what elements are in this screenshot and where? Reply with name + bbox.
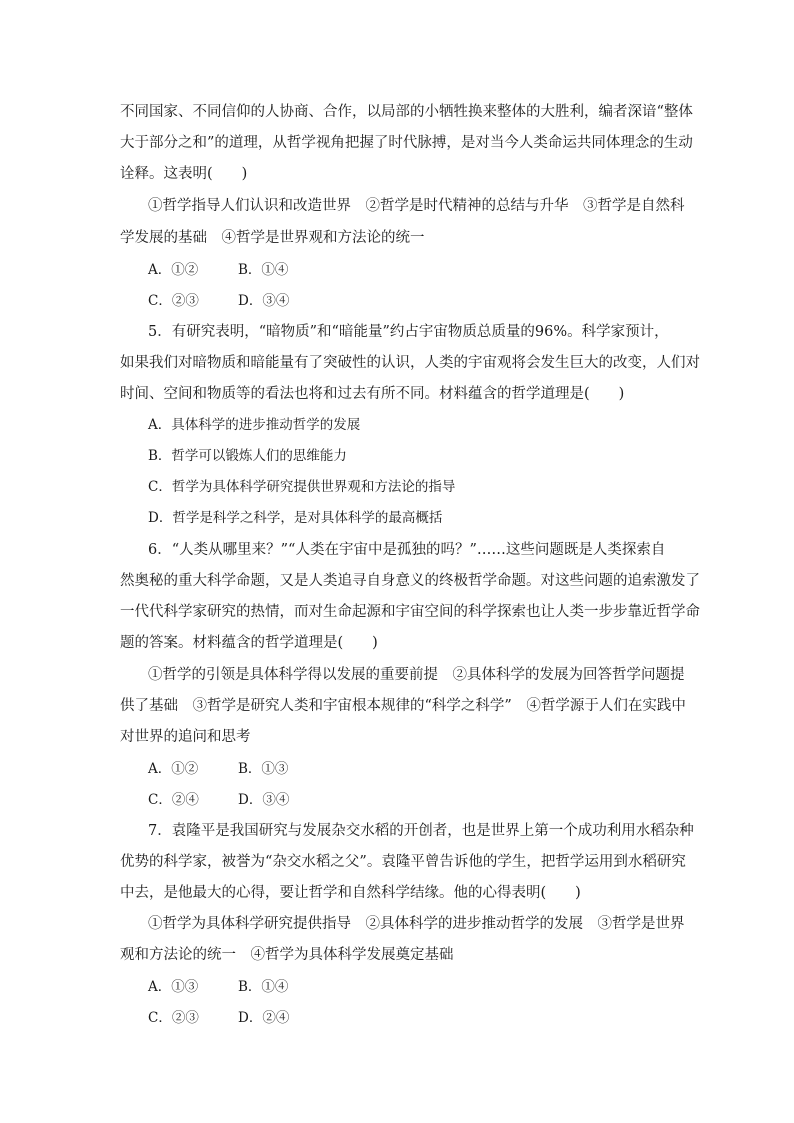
q6-item-line: 对世界的追问和思考 <box>120 729 251 745</box>
q6-option-row <box>148 790 289 810</box>
q6-option-b: B．①③ <box>238 761 289 777</box>
q6-stem-line: 6．“人类从哪里来？”“人类在宇宙中是孤独的吗？”……这些问题既是人类探索自 <box>148 542 666 558</box>
q5-option-d: D．哲学是科学之科学，是对具体科学的最高概括 <box>148 510 443 526</box>
q5-stem-line: 5．有研究表明，“暗物质”和“暗能量”约占宇宙物质总质量的96%。科学家预计， <box>148 324 669 340</box>
q6-stem-line: 然奥秘的重大科学命题，又是人类追寻自身意义的终极哲学命题。对这些问题的追索激发了 <box>120 573 700 589</box>
q4-item-line: ①哲学指导人们认识和改造世界 ②哲学是时代精神的总结与升华 ③哲学是自然科 <box>148 198 685 214</box>
q7-option-row <box>148 1008 289 1028</box>
q5-option-c: C．哲学为具体科学研究提供世界观和方法论的指导 <box>148 479 456 495</box>
q4-stem-line: 大于部分之和”的道理，从哲学视角把握了时代脉搏，是对当今人类命运共同体理念的生动 <box>120 135 693 151</box>
q4-option-row <box>148 260 288 280</box>
q6-option-d: D．③④ <box>238 792 290 808</box>
q7-option-row <box>148 977 288 997</box>
q7-option-a: A．①③ <box>148 979 199 995</box>
q6-option-c: C．②④ <box>148 792 199 808</box>
q7-stem-line: 优势的科学家，被誉为“杂交水稻之父”。袁隆平曾告诉他的学生，把哲学运用到水稻研究 <box>120 854 686 870</box>
q7-option-d: D．②④ <box>238 1010 290 1026</box>
q7-stem-line: 7．袁隆平是我国研究与发展杂交水稻的开创者，也是世界上第一个成功利用水稻杂种 <box>148 823 694 839</box>
q4-option-a: A．①② <box>148 262 199 278</box>
q6-item-line: 供了基础 ③哲学是研究人类和宇宙根本规律的“科学之科学” ④哲学源于人们在实践中 <box>120 698 686 714</box>
q6-option-a: A．①② <box>148 761 199 777</box>
q6-stem-line: 一代代科学家研究的热情，而对生命起源和宇宙空间的科学探索也让人类一步步靠近哲学命 <box>120 604 700 620</box>
q7-stem-line: 中去，是他最大的心得，要让哲学和自然科学结缘。他的心得表明( ) <box>120 885 581 901</box>
q7-item-line: ①哲学为具体科学研究提供指导 ②具体科学的进步推动哲学的发展 ③哲学是世界 <box>148 916 685 932</box>
q7-option-b: B．①④ <box>238 979 289 995</box>
q4-option-d: D．③④ <box>238 293 290 309</box>
q4-item-line: 学发展的基础 ④哲学是世界观和方法论的统一 <box>120 230 425 246</box>
q4-option-row <box>148 291 289 311</box>
q5-option-b: B．哲学可以锻炼人们的思维能力 <box>148 448 347 464</box>
q5-stem-line: 如果我们对暗物质和暗能量有了突破性的认识，人类的宇宙观将会发生巨大的改变，人们对 <box>120 355 700 371</box>
q6-item-line: ①哲学的引领是具体科学得以发展的重要前提 ②具体科学的发展为回答哲学问题提 <box>148 667 685 683</box>
q5-option-a: A．具体科学的进步推动哲学的发展 <box>148 417 361 433</box>
q7-item-line: 观和方法论的统一 ④哲学为具体科学发展奠定基础 <box>120 947 454 963</box>
q4-option-b: B．①④ <box>238 262 289 278</box>
q6-option-row <box>148 759 288 779</box>
q7-option-c: C．②③ <box>148 1010 199 1026</box>
q4-option-c: C．②③ <box>148 293 199 309</box>
q5-stem-line: 时间、空间和物质等的看法也将和过去有所不同。材料蕴含的哲学道理是( ) <box>120 386 625 402</box>
q4-stem-line: 不同国家、不同信仰的人协商、合作，以局部的小牺牲换来整体的大胜利，编者深谙“整体 <box>120 104 693 120</box>
q6-stem-line: 题的答案。材料蕴含的哲学道理是( ) <box>120 635 378 651</box>
q4-stem-line: 诠释。这表明( ) <box>120 166 248 182</box>
